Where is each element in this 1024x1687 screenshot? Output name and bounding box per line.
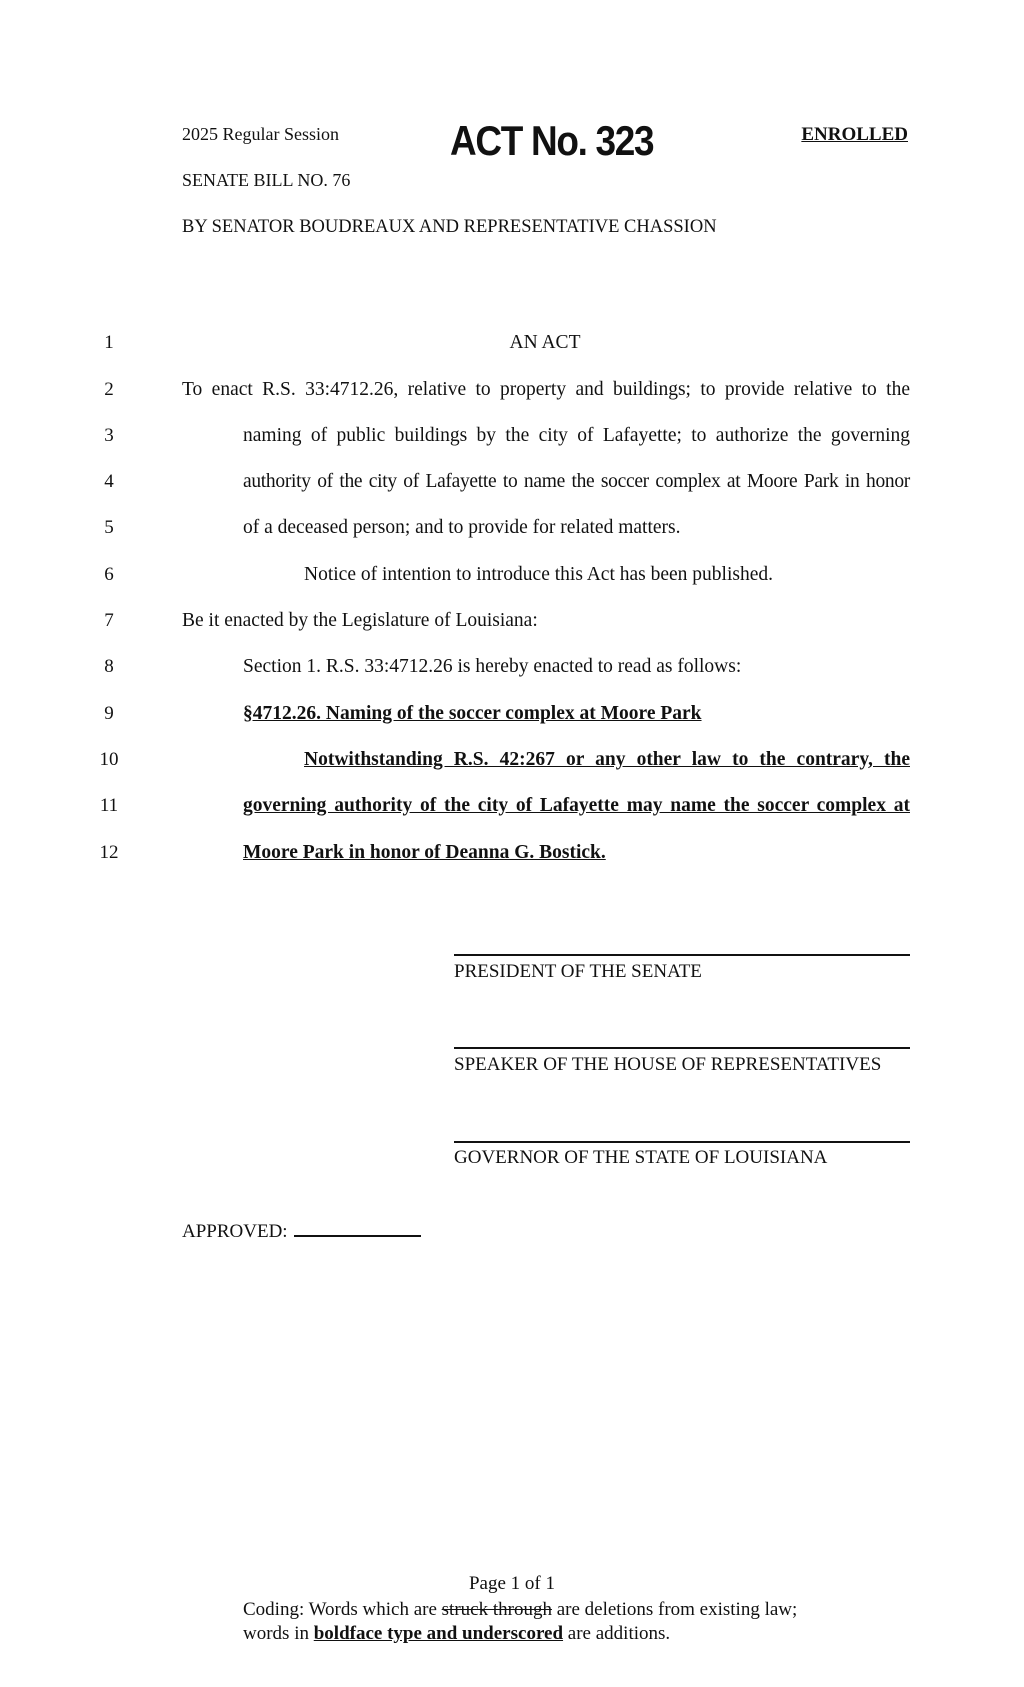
title-line-2: To enact R.S. 33:4712.26, relative to property and buildings; to provide relative to the <box>182 379 910 400</box>
coding-bold-sample: boldface type and underscored <box>313 1623 564 1644</box>
page-number: Page 1 of 1 <box>468 1573 555 1594</box>
title-line-4: authority of the city of Lafayette to name the soccer complex at Moore Park in honor <box>243 471 910 492</box>
section-heading: §4712.26. Naming of the soccer complex at Moore Park <box>243 703 702 724</box>
an-act-heading: AN ACT <box>509 332 581 353</box>
statute-line-10: Notwithstanding R.S. 42:267 or any other law to the contrary, the <box>304 749 910 770</box>
approved-label: APPROVED: <box>182 1221 288 1242</box>
coding-legend-line-2 <box>243 1623 670 1645</box>
president-label: PRESIDENT OF THE SENATE <box>454 961 702 982</box>
speaker-label: SPEAKER OF THE HOUSE OF REPRESENTATIVES <box>454 1054 882 1075</box>
line-number: 1 <box>104 332 114 353</box>
line-number: 11 <box>99 795 119 816</box>
title-line-5: of a deceased person; and to provide for related matters. <box>243 517 681 538</box>
line-number: 7 <box>104 610 114 631</box>
coding-text: are additions. <box>567 1623 671 1644</box>
title-line-3: naming of public buildings by the city of Lafayette; to authorize the governing <box>243 425 910 446</box>
act-title: ACT No. 323 <box>450 117 654 164</box>
line-number: 12 <box>99 842 119 863</box>
statute-line-11: governing authority of the city of Lafayette may name the soccer complex at <box>243 795 910 816</box>
statute-line-12: Moore Park in honor of Deanna G. Bostick. <box>243 842 606 863</box>
bill-authors: BY SENATOR BOUDREAUX AND REPRESENTATIVE CHASSION <box>182 217 717 237</box>
notice-line: Notice of intention to introduce this Act has been published. <box>304 564 773 585</box>
line-number: 9 <box>104 703 114 724</box>
approved-line <box>182 1217 421 1241</box>
line-number: 2 <box>104 379 114 400</box>
line-number: 4 <box>104 471 114 492</box>
line-number: 10 <box>99 749 119 770</box>
session-label: 2025 Regular Session <box>182 124 339 144</box>
coding-strike-sample: struck through <box>441 1599 552 1620</box>
section-1-line: Section 1. R.S. 33:4712.26 is hereby enacted to read as follows: <box>243 656 742 677</box>
line-number: 8 <box>104 656 114 677</box>
line-number: 5 <box>104 517 114 538</box>
enacting-clause: Be it enacted by the Legislature of Louisiana: <box>182 610 538 631</box>
approved-blank <box>294 1217 421 1237</box>
coding-legend-line-1 <box>243 1599 797 1621</box>
line-number: 6 <box>104 564 114 585</box>
coding-text: words in <box>243 1623 309 1644</box>
speaker-signature-line <box>454 1047 910 1049</box>
bill-number: SENATE BILL NO. 76 <box>182 170 351 190</box>
enrolled-status: ENROLLED <box>801 124 908 145</box>
governor-label: GOVERNOR OF THE STATE OF LOUISIANA <box>454 1147 828 1168</box>
line-number: 3 <box>104 425 114 446</box>
coding-text: are deletions from existing law; <box>556 1599 798 1620</box>
governor-signature-line <box>454 1141 910 1143</box>
president-signature-line <box>454 954 910 956</box>
coding-text: Coding: Words which are <box>243 1599 437 1620</box>
